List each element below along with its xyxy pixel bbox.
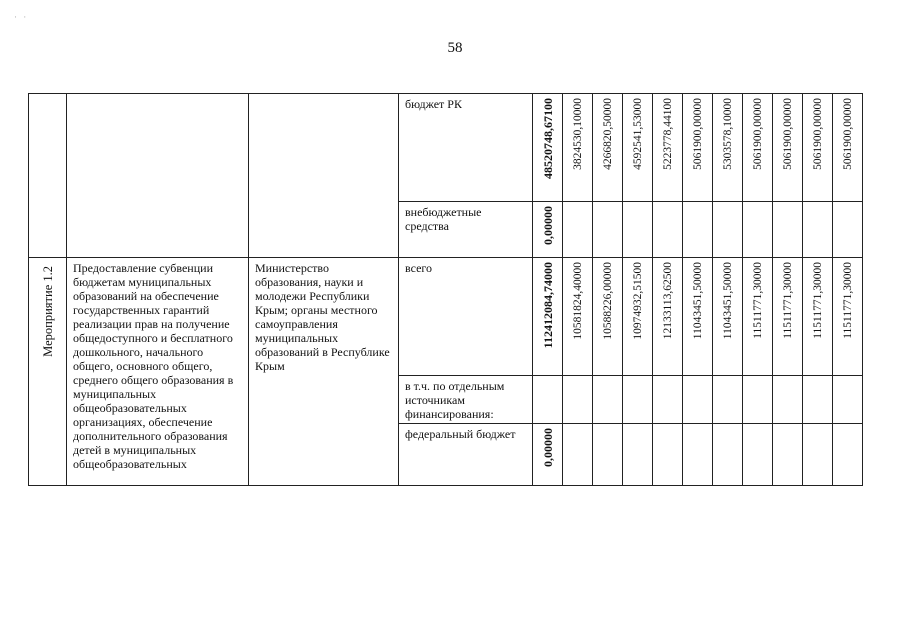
source-cell: [399, 376, 533, 424]
year-cell: [743, 376, 773, 424]
year-cell: [683, 258, 713, 376]
year-value: 5061900,00000: [841, 98, 854, 170]
year-cell: [653, 424, 683, 486]
year-cell: [803, 258, 833, 376]
year-value: 11043451,50000: [691, 262, 704, 340]
year-cell: [563, 258, 593, 376]
year-cell: [683, 376, 713, 424]
source-label: в т.ч. по отдельным источникам финансирования:: [405, 379, 505, 421]
source-cell: [399, 258, 533, 376]
year-cell: [623, 424, 653, 486]
total-cell: [533, 202, 563, 258]
year-cell: [743, 202, 773, 258]
year-value: 10974932,51500: [631, 262, 644, 340]
year-cell: [713, 94, 743, 202]
total-value: 0,00000: [540, 206, 555, 245]
year-cell: [773, 94, 803, 202]
source-label: бюджет РК: [405, 97, 462, 111]
year-cell: [593, 258, 623, 376]
total-cell: [533, 424, 563, 486]
prev-executor-cell: [249, 94, 399, 258]
year-cell: [803, 202, 833, 258]
year-cell: [803, 376, 833, 424]
year-cell: [743, 94, 773, 202]
year-cell: [563, 376, 593, 424]
year-cell: [833, 258, 863, 376]
year-cell: [653, 258, 683, 376]
year-cell: [593, 424, 623, 486]
year-cell: [833, 376, 863, 424]
total-value: 0,00000: [540, 428, 555, 467]
year-cell: [623, 258, 653, 376]
year-cell: [563, 424, 593, 486]
year-cell: [833, 94, 863, 202]
year-value: 5223778,44100: [661, 98, 674, 170]
year-cell: [593, 94, 623, 202]
year-value: 11511771,30000: [751, 262, 764, 339]
scan-artifact: · ·: [14, 12, 29, 22]
year-value: 11043451,50000: [721, 262, 734, 340]
year-cell: [623, 94, 653, 202]
year-cell: [653, 376, 683, 424]
measure-executor: Министерство образования, науки и молодежи Республики Крым; органы местного самоуправления муниципальных образований в Республике Крым: [255, 261, 390, 373]
year-cell: [563, 202, 593, 258]
year-value: 11511771,30000: [841, 262, 854, 339]
table-row-prev-rk: [29, 94, 863, 202]
year-cell: [593, 376, 623, 424]
year-value: 5303578,10000: [721, 98, 734, 170]
year-cell: [653, 202, 683, 258]
total-cell: [533, 258, 563, 376]
total-value: 112412084,74000: [540, 262, 555, 349]
total-cell: [533, 94, 563, 202]
source-cell: [399, 202, 533, 258]
year-cell: [683, 424, 713, 486]
year-cell: [593, 202, 623, 258]
page-number: 58: [447, 40, 463, 56]
measure-label-cell: [29, 258, 67, 486]
year-cell: [743, 258, 773, 376]
year-value: 4592541,53000: [631, 98, 644, 170]
year-value: 5061900,00000: [781, 98, 794, 170]
prev-description-cell: [67, 94, 249, 258]
year-value: 12133113,62500: [661, 262, 674, 340]
year-value: 11511771,30000: [811, 262, 824, 339]
year-cell: [803, 94, 833, 202]
year-value: 4266820,50000: [601, 98, 614, 170]
source-label: всего: [405, 261, 433, 275]
year-cell: [833, 424, 863, 486]
source-cell: [399, 94, 533, 202]
total-value: 48520748,67100: [540, 98, 555, 179]
year-cell: [833, 202, 863, 258]
source-label: федеральный бюджет: [405, 427, 516, 441]
year-cell: [713, 202, 743, 258]
table-row-measure-total: [29, 258, 863, 376]
source-cell: [399, 424, 533, 486]
year-cell: [713, 424, 743, 486]
year-cell: [713, 258, 743, 376]
year-value: 11511771,30000: [781, 262, 794, 339]
year-cell: [803, 424, 833, 486]
year-cell: [683, 94, 713, 202]
year-value: 5061900,00000: [691, 98, 704, 170]
year-cell: [773, 424, 803, 486]
year-value: 5061900,00000: [751, 98, 764, 170]
year-cell: [623, 376, 653, 424]
year-value: 10581824,40000: [571, 262, 584, 340]
budget-table: [28, 93, 863, 486]
measure-executor-cell: [249, 258, 399, 486]
total-cell: [533, 376, 563, 424]
year-cell: [623, 202, 653, 258]
year-cell: [743, 424, 773, 486]
source-label: внебюджетные средства: [405, 205, 482, 233]
year-cell: [773, 258, 803, 376]
measure-description-cell: [67, 258, 249, 486]
year-cell: [713, 376, 743, 424]
year-cell: [653, 94, 683, 202]
year-value: 10588226,00000: [601, 262, 614, 340]
year-value: 5061900,00000: [811, 98, 824, 170]
measure-label: Мероприятие 1.2: [40, 266, 55, 357]
year-cell: [773, 202, 803, 258]
year-cell: [563, 94, 593, 202]
measure-description: Предоставление субвенции бюджетам муниципальных образований на обеспечение государственных гарантий реализации прав на получение общедоступного и бесплатного дошкольного, начального общего, основного общего, среднего общего образования в муниципальных общеобразовательных организациях, обеспечение дополнительного образования детей в муниципальных общеобразовательных: [73, 261, 234, 471]
year-cell: [683, 202, 713, 258]
year-value: 3824530,10000: [571, 98, 584, 170]
year-cell: [773, 376, 803, 424]
prev-label-cell: [29, 94, 67, 258]
